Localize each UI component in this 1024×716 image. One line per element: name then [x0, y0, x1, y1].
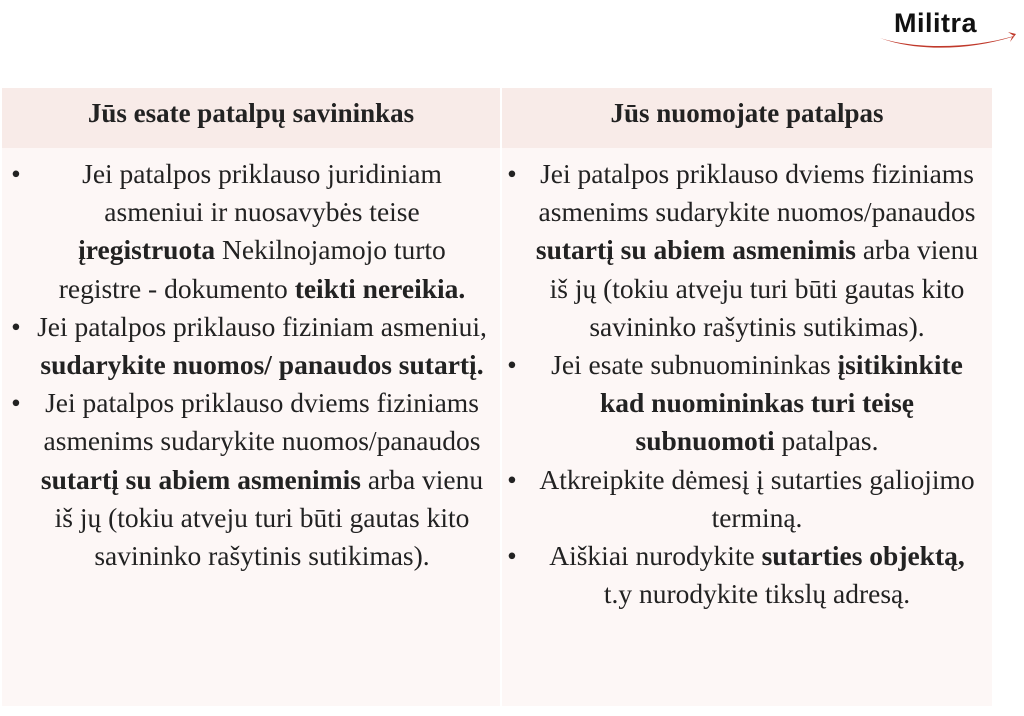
item-text: Jei patalpos priklauso fiziniam asmeniui, — [37, 310, 487, 342]
item-text: Atkreipkite dėmesį į sutarties galiojimo terminą. — [539, 463, 975, 533]
bullet-icon: • — [507, 349, 517, 381]
bullet-icon: • — [11, 387, 21, 419]
bullet-icon: • — [11, 310, 21, 342]
list-item — [504, 461, 986, 537]
bullet-icon: • — [11, 158, 21, 189]
item-text: arba vienu iš jų (tokiu atveju turi būti gautas kito savininko rašytinis sutikimas). — [54, 463, 484, 572]
item-text: arba vienu iš jų (tokiu atveju turi būti gautas kito savininko rašytinis sutikimas). — [549, 234, 979, 342]
comparison-table — [2, 88, 992, 706]
tenant-column-heading: Jūs nuomojate patalpas — [502, 88, 992, 148]
list-item — [504, 155, 986, 346]
owner-column — [2, 148, 502, 706]
owner-bullet-list — [2, 148, 500, 575]
emphasized-text: sutartį su abiem asmenimis — [40, 463, 361, 495]
bullet-icon: • — [507, 540, 517, 572]
logo-text: Militra — [894, 8, 978, 38]
emphasized-text: įregistruota — [78, 234, 216, 266]
emphasized-text: teikti nereikia. — [294, 272, 466, 304]
emphasized-text: sutartį su abiem asmenimis — [535, 234, 856, 266]
emphasized-text: sudarykite nuomos/ panaudos sutartį. — [40, 349, 484, 381]
item-text: Nekilnojamojo turto registre - dokumento — [58, 234, 446, 304]
item-text: Jei esate subnuomininkas — [551, 349, 838, 381]
list-item — [8, 155, 494, 308]
list-item — [8, 308, 494, 384]
emphasized-text: sutarties objektą, — [761, 540, 965, 572]
list-item — [504, 537, 986, 613]
list-item — [504, 346, 986, 461]
item-text: t.y nurodykite tikslų adresą. — [603, 578, 911, 610]
emphasized-text: įsitikinkite kad nuomininkas turi teisę subnuomoti — [599, 349, 963, 457]
militra-logo — [878, 6, 1018, 50]
item-text: Aiškiai nurodykite — [549, 540, 762, 572]
item-text: Jei patalpos priklauso dviems fiziniams asmenims sudarykite nuomos/panaudos — [538, 158, 976, 228]
item-text: patalpas. — [774, 425, 879, 457]
bullet-icon: • — [507, 158, 517, 189]
logo-swoosh-icon — [878, 28, 1018, 50]
item-text: Jei patalpos priklauso juridiniam asmeniui ir nuosavybės teise — [82, 158, 442, 228]
list-item — [8, 384, 494, 575]
item-text: Jei patalpos priklauso dviems fiziniams asmenims sudarykite nuomos/panaudos — [43, 387, 481, 457]
tenant-bullet-list — [502, 148, 992, 613]
tenant-column — [502, 148, 992, 706]
bullet-icon: • — [507, 463, 517, 495]
owner-column-heading: Jūs esate patalpų savininkas — [2, 88, 502, 148]
